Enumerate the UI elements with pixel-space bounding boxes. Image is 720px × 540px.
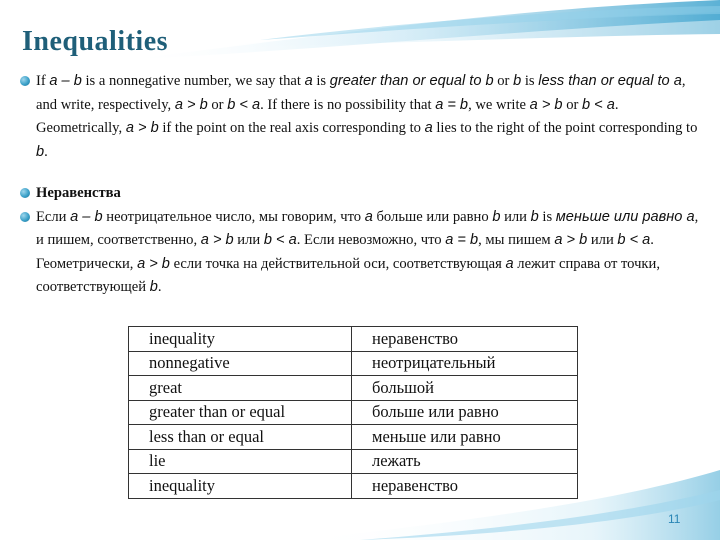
russian-heading: Неравенства bbox=[20, 182, 700, 206]
table-row bbox=[129, 425, 578, 450]
vocab-english: inequality bbox=[129, 474, 352, 499]
vocab-russian: меньше или равно bbox=[352, 425, 578, 450]
vocabulary-table bbox=[128, 326, 578, 499]
english-paragraph: If a – b is a nonnegative number, we say that a is greater than or equal to b or b is less than or equal to a, and write, respectively, a > b or b < a. If there is no possibility that a = b, we write a > b or b < a. Geometrically, a > b if the point on the real axis corresponding to a lies to the right of the point corresponding to b. bbox=[20, 70, 700, 164]
bullet-icon bbox=[20, 188, 30, 198]
vocab-english: great bbox=[129, 376, 352, 401]
vocab-english: nonnegative bbox=[129, 351, 352, 376]
bullet-icon bbox=[20, 212, 30, 222]
vocab-russian: большой bbox=[352, 376, 578, 401]
vocab-english: lie bbox=[129, 449, 352, 474]
page-number: 11 bbox=[668, 512, 681, 526]
table-row bbox=[129, 351, 578, 376]
vocab-russian: лежать bbox=[352, 449, 578, 474]
vocab-russian: неотрицательный bbox=[352, 351, 578, 376]
table-row bbox=[129, 400, 578, 425]
vocab-english: greater than or equal bbox=[129, 400, 352, 425]
slide-title: Inequalities bbox=[22, 26, 169, 57]
vocab-english: inequality bbox=[129, 327, 352, 352]
vocab-russian: неравенство bbox=[352, 327, 578, 352]
table-row bbox=[129, 327, 578, 352]
table-row bbox=[129, 376, 578, 401]
bullet-icon bbox=[20, 76, 30, 86]
vocab-english: less than or equal bbox=[129, 425, 352, 450]
slide-content bbox=[20, 70, 700, 300]
table-row bbox=[129, 449, 578, 474]
vocab-russian: больше или равно bbox=[352, 400, 578, 425]
vocab-russian: неравенство bbox=[352, 474, 578, 499]
russian-paragraph: Если a – b неотрицательное число, мы говорим, что a больше или равно b или b is меньше или равно a, и пишем, соответственно, a > b или b < a. Если невозможно, что a = b, мы пишем a > b или b < a. Геометрически, a > b если точка на действительной оси, соответствующая a лежит справа от точки, соответствующей b. bbox=[20, 206, 700, 300]
table-row bbox=[129, 474, 578, 499]
